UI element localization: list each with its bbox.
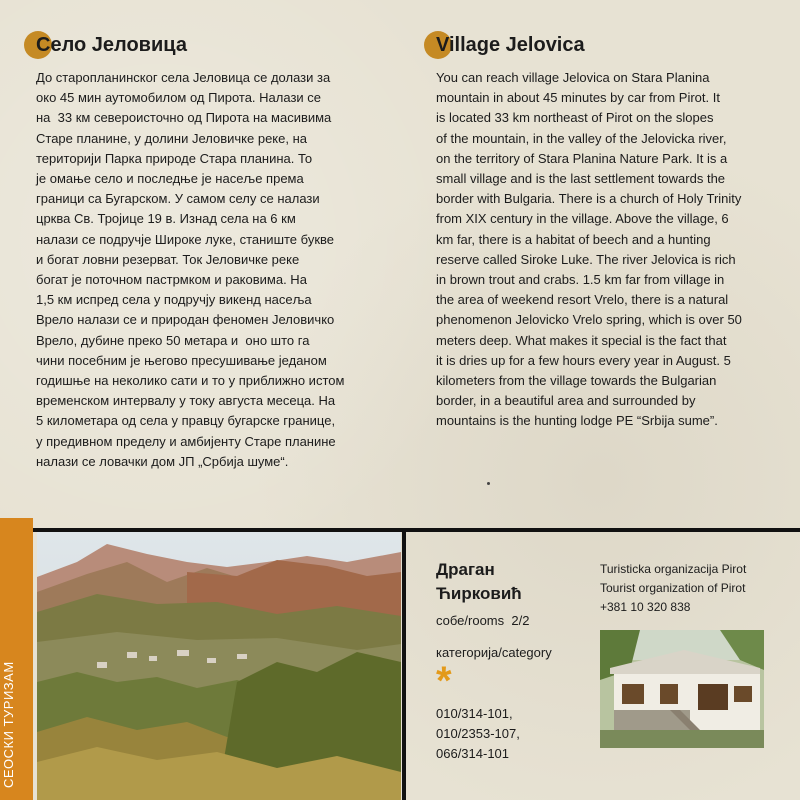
text-line: чини посебним је његово пресушивање једаном (36, 352, 327, 368)
org-name-local: Turisticka organizacija Pirot (600, 562, 747, 576)
host-first-name: Драган (436, 560, 495, 579)
article-title-serbian: Село Јеловица (24, 30, 369, 60)
text-line: и богат ловни резерват. Ток Јеловичке реке (36, 251, 300, 267)
text-line: налази се ловачки дом ЈП „Србија шуме“. (36, 453, 289, 469)
text-line: the area of weekend resort Vrelo, there is a natural (436, 292, 729, 308)
category-sidebar (0, 518, 33, 800)
text-line: on the territory of Stara Planina Nature Park. It is a (436, 150, 728, 166)
organization-info (600, 560, 790, 617)
text-line: црква Св. Тројице 19 в. Изнад села на 6 км (36, 211, 296, 227)
article-title-english: Village Jelovica (424, 30, 769, 60)
text-line: kilometers from the village towards the Bulgarian (436, 373, 717, 389)
text-line: You can reach village Jelovica on Stara Planina (436, 70, 710, 85)
phone-number: 010/2353-107, (436, 726, 520, 741)
text-line: 1,5 км испред села у подручју викенд насеља (36, 292, 312, 308)
org-phone: +381 10 320 838 (600, 600, 691, 614)
text-line: reserve called Siroke Luke. The river Jelovica is rich (436, 251, 736, 267)
text-line: small village and is the last settlement towards the (436, 171, 726, 187)
text-line: на 33 км североисточно од Пирота на масивима (36, 110, 332, 126)
text-line: је омање село и последње је насеље према (36, 171, 304, 187)
text-line: in brown trout and crabs. 1.5 km far from village in (436, 272, 725, 288)
phone-numbers (436, 704, 596, 764)
text-line: у предивном пределу и амбијенту Старе планине (36, 433, 336, 449)
text-line: border, in a beautiful area and surrounded by (436, 393, 696, 409)
text-line: граници са Бугарском. У самом селу се налази (36, 191, 320, 207)
text-line: налази се подручје Широке луке, станиште букве (36, 231, 334, 247)
host-last-name: Ћирковић (436, 584, 522, 603)
text-line: of the mountain, in the valley of the Jelovicka river, (436, 130, 727, 146)
section-divider-vertical (402, 530, 406, 800)
text-line: Старе планине, у долини Јеловичке реке, на (36, 130, 308, 146)
text-line: is located 33 km northeast of Pirot on the slopes (436, 110, 714, 126)
phone-number: 066/314-101 (436, 746, 510, 761)
text-line: До старопланинског села Јеловица се долази за (36, 70, 331, 85)
text-line: km far, there is a habitat of beech and a hunting (436, 231, 711, 247)
text-line: временском интервалу у току августа месеца. На (36, 393, 336, 409)
article-serbian (24, 30, 369, 472)
text-line: Врело, дубине преко 50 метара и оно што га (36, 332, 310, 348)
article-body-serbian (24, 68, 369, 472)
text-line: phenomenon Jelovicko Vrelo spring, which is over 50 (436, 312, 742, 328)
category-label: категорија/category (436, 645, 552, 660)
sidebar-label: СЕОСКИ ТУРИЗАМ (1, 661, 16, 788)
text-line: територији Парка природе Стара планина. То (36, 150, 313, 166)
host-info (436, 558, 596, 764)
rooms-info: собе/rooms 2/2 (436, 613, 530, 628)
article-english (424, 30, 769, 432)
org-name-english: Tourist organization of Pirot (600, 581, 746, 595)
text-line: it is dries up for a few hours every year in August. 5 (436, 352, 731, 368)
text-line: from XIX century in the village. Above the village, 6 (436, 211, 729, 227)
phone-number: 010/314-101, (436, 706, 513, 721)
guesthouse-photo (600, 630, 764, 748)
text-line: meters deep. What makes it special is the fact that (436, 332, 727, 348)
text-line: око 45 мин аутомобилом од Пирота. Налази се (36, 90, 322, 106)
category-star-icon: * (436, 659, 452, 703)
text-line: богат је поточном пастрмком и раковима. На (36, 272, 307, 288)
text-line: 5 километара од села у правцу бугарске границе, (36, 413, 336, 429)
text-line: border with Bulgaria. There is a church of Holy Trinity (436, 191, 742, 207)
host-name (436, 558, 596, 606)
listing-section (0, 530, 800, 800)
text-line: годишње на неколико сати и то у приближно истом (36, 373, 345, 389)
decorative-dot (487, 482, 490, 485)
village-landscape-photo (37, 532, 401, 800)
text-line: mountain in about 45 minutes by car from Pirot. It (436, 90, 720, 106)
text-line: mountains is the hunting lodge PE “Srbija sume”. (436, 413, 718, 429)
text-line: Врело налази се и природан феномен Јеловичко (36, 312, 335, 328)
article-body-english (424, 68, 769, 432)
